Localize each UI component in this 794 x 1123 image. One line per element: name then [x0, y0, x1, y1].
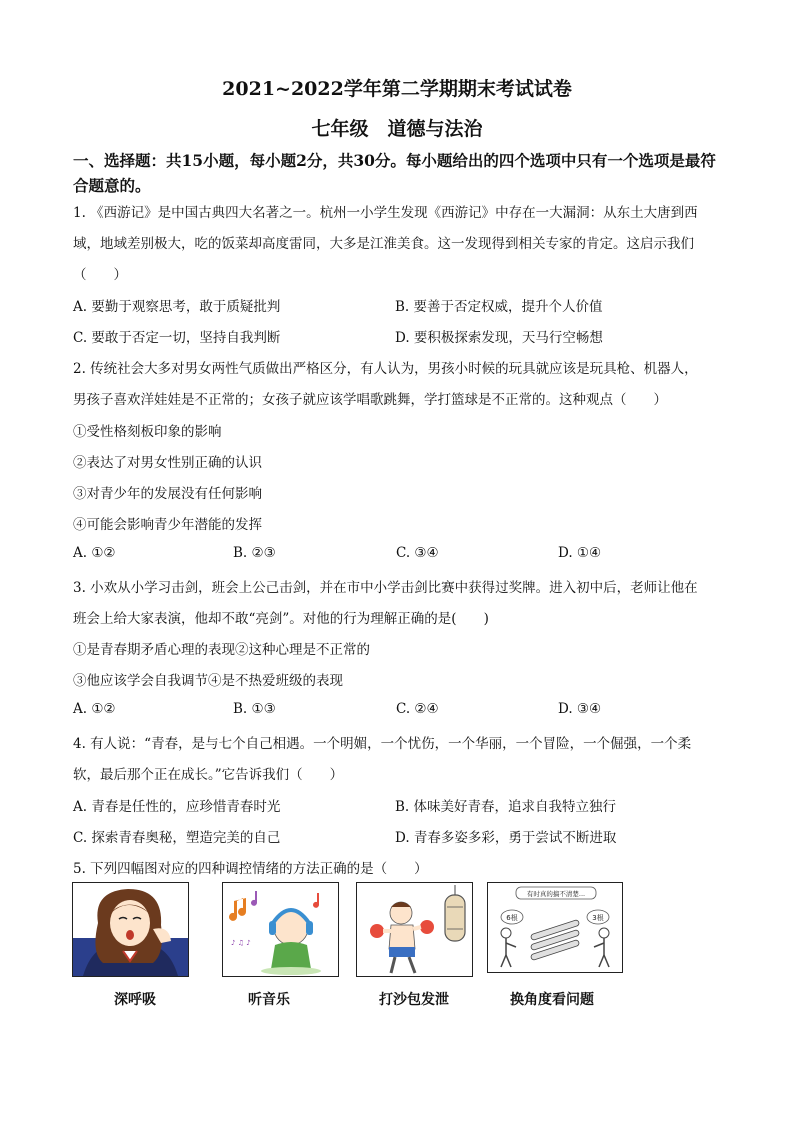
q2-option-c: C. ③④ — [396, 545, 439, 561]
q4-line1: 4. 有人说：“青春，是与七个自己相遇。一个明媚，一个忧伤，一个华丽，一个冒险，一个倔强，一个柔 — [73, 736, 692, 752]
music-illustration — [223, 883, 338, 976]
perspective-picture — [487, 882, 623, 973]
q2-statement-4: ④可能会影响青少年潜能的发挥 — [73, 517, 262, 533]
q1-line3: （ ） — [73, 267, 127, 283]
girl-illustration — [73, 883, 188, 976]
q3-option-b: B. ①③ — [233, 701, 276, 717]
q1-option-b: B. 要善于否定权威，提升个人价值 — [395, 299, 603, 315]
q1-option-d: D. 要积极探索发现，天马行空畅想 — [395, 330, 603, 346]
q4-option-a: A. 青春是任性的，应珍惜青春时光 — [73, 799, 281, 815]
caption-perspective: 换角度看问题 — [510, 992, 594, 1008]
q2-statement-2: ②表达了对男女性别正确的认识 — [73, 455, 262, 471]
q4-option-b: B. 体味美好青春，追求自我特立独行 — [395, 799, 617, 815]
caption-music: 听音乐 — [248, 992, 290, 1008]
q1-option-a: A. 要勤于观察思考，敢于质疑批判 — [73, 299, 281, 315]
q2-line1: 2. 传统社会大多对男女两性气质做出严格区分，有人认为，男孩小时候的玩具就应该是玩具枪、机器人， — [73, 361, 698, 377]
label-3: 3根 — [592, 914, 604, 922]
q3-option-c: C. ②④ — [396, 701, 439, 717]
q4-line2: 软，最后那个正在成长。”它告诉我们（ ） — [73, 767, 344, 783]
q2-option-b: B. ②③ — [233, 545, 276, 561]
q3-line2: 班会上给大家表演，他却不敢“亮剑”。对他的行为理解正确的是( ) — [73, 611, 489, 627]
perspective-illustration — [488, 883, 622, 972]
exam-subtitle: 七年级 道德与法治 — [311, 118, 483, 140]
q1-line1: 1. 《西游记》是中国古典四大名著之一。杭州一小学生发现《西游记》中存在一大漏洞：从东土大唐到西 — [73, 205, 698, 221]
q1-line2: 域，地域差别极大，吃的饭菜却高度雷同，大多是江淮美食。这一发现得到相关专家的肯定。这启示我们 — [73, 236, 694, 252]
q3-option-a: A. ①② — [73, 701, 116, 717]
caption-sandbag: 打沙包发泄 — [379, 992, 449, 1008]
q3-line1: 3. 小欢从小学习击剑，班会上公己击剑，并在市中小学击剑比赛中获得过奖牌。进入初中后，老师让他在 — [73, 580, 698, 596]
q5-line1: 5. 下列四幅图对应的四种调控情绪的方法正确的是（ ） — [73, 861, 428, 877]
boxing-illustration — [357, 883, 472, 976]
q3-option-d: D. ③④ — [558, 701, 602, 717]
q2-statement-3: ③对青少年的发展没有任何影响 — [73, 486, 262, 502]
deep-breath-picture — [72, 882, 189, 977]
q2-line2: 男孩子喜欢洋娃娃是不正常的；女孩子就应该学唱歌跳舞，学打篮球是不正常的。这种观点（ ） — [73, 392, 667, 408]
q2-option-d: D. ①④ — [558, 545, 602, 561]
q4-option-c: C. 探索青春奥秘，塑造完美的自己 — [73, 830, 281, 846]
q2-option-a: A. ①② — [73, 545, 116, 561]
sandbag-picture — [356, 882, 473, 977]
caption-deep-breath: 深呼吸 — [114, 992, 156, 1008]
q3-statement-2: ③他应该学会自我调节④是不热爱班级的表现 — [73, 673, 343, 689]
q1-option-c: C. 要敢于否定一切，坚持自我判断 — [73, 330, 281, 346]
bubble-text: 有时真的搞不清楚... — [526, 890, 586, 898]
q4-option-d: D. 青春多姿多彩，勇于尝试不断进取 — [395, 830, 617, 846]
exam-title: 2021~2022学年第二学期期末考试试卷 — [222, 78, 572, 100]
svg-text:♪ ♫ ♪: ♪ ♫ ♪ — [231, 939, 251, 947]
section-heading: 一、选择题：共15小题，每小题2分，共30分。每小题给出的四个选项中只有一个选项是最符合题意的。 — [73, 151, 716, 195]
music-picture — [222, 882, 339, 977]
q3-statement-1: ①是青春期矛盾心理的表现②这种心理是不正常的 — [73, 642, 370, 658]
label-6: 6根 — [506, 914, 518, 922]
q2-statement-1: ①受性格刻板印象的影响 — [73, 424, 222, 440]
